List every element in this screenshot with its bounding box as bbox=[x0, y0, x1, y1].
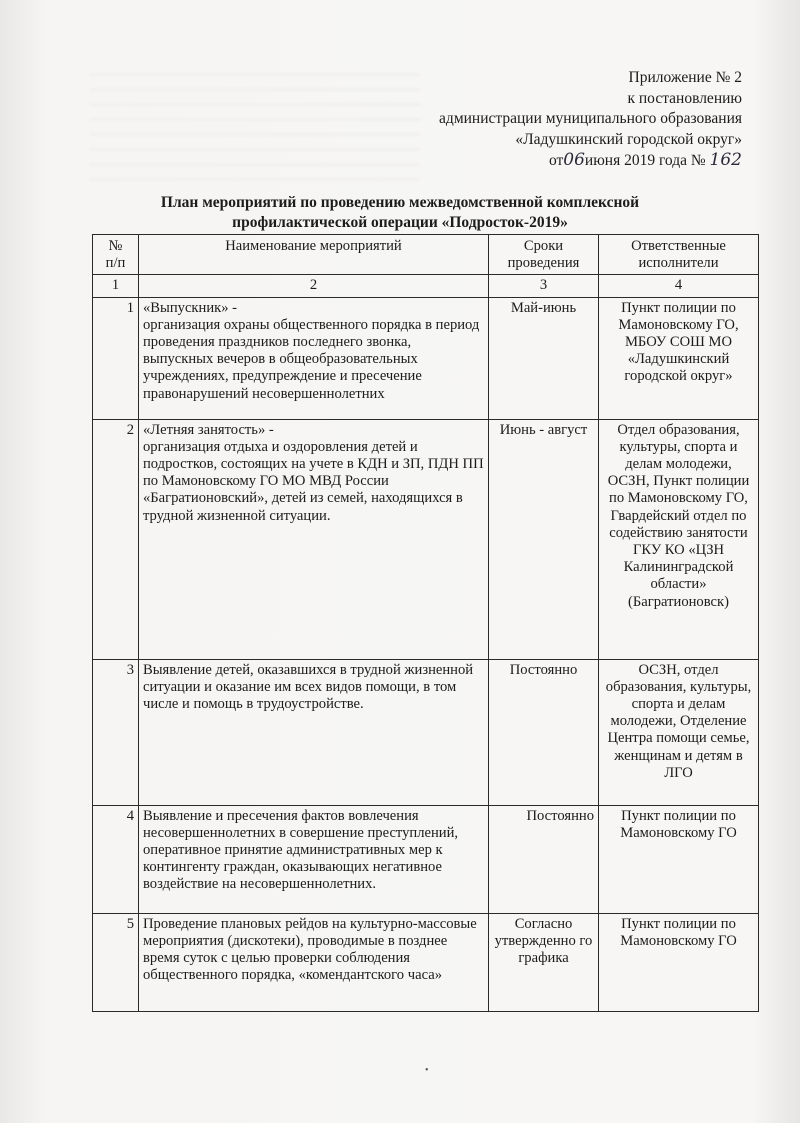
table-row bbox=[93, 419, 759, 659]
date-prefix: от bbox=[548, 152, 564, 169]
row-number: 5 bbox=[93, 913, 139, 1011]
column-number: 2 bbox=[139, 275, 489, 297]
column-number-row bbox=[93, 275, 759, 297]
row-responsible: Пункт полиции по Мамоновскому ГО, МБОУ СОШ МО «Ладушкинский городской округ» bbox=[599, 297, 759, 419]
row-term: Постоянно bbox=[489, 659, 599, 805]
document-title bbox=[120, 193, 680, 233]
row-number: 1 bbox=[93, 297, 139, 419]
row-responsible: Пункт полиции по Мамоновскому ГО bbox=[599, 805, 759, 913]
row-number: 2 bbox=[93, 419, 139, 659]
table-row bbox=[93, 805, 759, 913]
appendix-resolution: к постановлению bbox=[627, 89, 742, 107]
table-row bbox=[93, 297, 759, 419]
date-text: июня 2019 года № bbox=[584, 152, 706, 169]
header-responsible: Ответственные исполнители bbox=[599, 235, 759, 275]
row-responsible: ОСЗН, отдел образования, культуры, спорта и делам молодежи, Отделение Центра помощи семье, женщинам и детям в ЛГО bbox=[599, 659, 759, 805]
row-number: 4 bbox=[93, 805, 139, 913]
header-event-name: Наименование мероприятий bbox=[139, 235, 489, 275]
header-timing: Сроки проведения bbox=[489, 235, 599, 275]
row-term: Май-июнь bbox=[489, 297, 599, 419]
appendix-header bbox=[439, 68, 742, 172]
row-term: Июнь - август bbox=[489, 419, 599, 659]
handwritten-day: 06 bbox=[563, 150, 585, 170]
appendix-municipality: «Ладушкинский городской округ» bbox=[515, 130, 742, 148]
appendix-administration: администрации муниципального образования bbox=[439, 110, 742, 127]
row-description: «Выпускник» - организация охраны общественного порядка в период проведения праздников последнего звонка, выпускных вечеров в общеобразовательных учреждениях, предупреждение и пресечение правонарушений несовершеннолетних bbox=[139, 297, 489, 419]
table-row bbox=[93, 913, 759, 1011]
handwritten-number: 162 bbox=[709, 150, 742, 170]
scan-speck: • bbox=[425, 1065, 429, 1076]
row-number: 3 bbox=[93, 659, 139, 805]
row-responsible: Отдел образования, культуры, спорта и делам молодежи, ОСЗН, Пункт полиции по Мамоновскому ГО, Гвардейский отдел по содействию занятости ГКУ КО «ЦЗН Калининградской области» (Багратионовск) bbox=[599, 419, 759, 659]
column-number: 4 bbox=[599, 275, 759, 297]
row-responsible: Пункт полиции по Мамоновскому ГО bbox=[599, 913, 759, 1011]
events-table bbox=[92, 234, 759, 1012]
row-term: Согласно утвержденно го графика bbox=[489, 913, 599, 1011]
row-description: Проведение плановых рейдов на культурно-массовые мероприятия (дискотеки), проводимые в позднее время суток с целью проверки соблюдения общественного порядка, «комендантского часа» bbox=[139, 913, 489, 1011]
appendix-number: Приложение № 2 bbox=[628, 69, 742, 86]
table-row bbox=[93, 659, 759, 805]
row-description: Выявление детей, оказавшихся в трудной жизненной ситуации и оказание им всех видов помощи, в том числе и помощь в трудоустройстве. bbox=[139, 659, 489, 805]
column-number: 1 bbox=[93, 275, 139, 297]
bleed-through-text bbox=[90, 60, 420, 180]
title-line-2: профилактической операции «Подросток-2019» bbox=[232, 214, 568, 231]
row-description: «Летняя занятость» - организация отдыха и оздоровления детей и подростков, состоящих на учете в КДН и ЗП, ПДН ПП по Мамоновскому ГО МО МВД России «Багратионовский», детей из семей, находящихся в трудной жизненной ситуации. bbox=[139, 419, 489, 659]
row-term: Постоянно bbox=[489, 805, 599, 913]
column-number: 3 bbox=[489, 275, 599, 297]
header-number: № п/п bbox=[93, 235, 139, 275]
table-header-row bbox=[93, 235, 759, 275]
row-description: Выявление и пресечения фактов вовлечения несовершеннолетних в совершение преступлений, оперативное принятие административных мер к контингенту граждан, оказывающих негативное воздействие на несовершеннолетних. bbox=[139, 805, 489, 913]
appendix-date-line bbox=[439, 150, 742, 172]
title-line-1: План мероприятий по проведению межведомственной комплексной bbox=[160, 194, 640, 211]
